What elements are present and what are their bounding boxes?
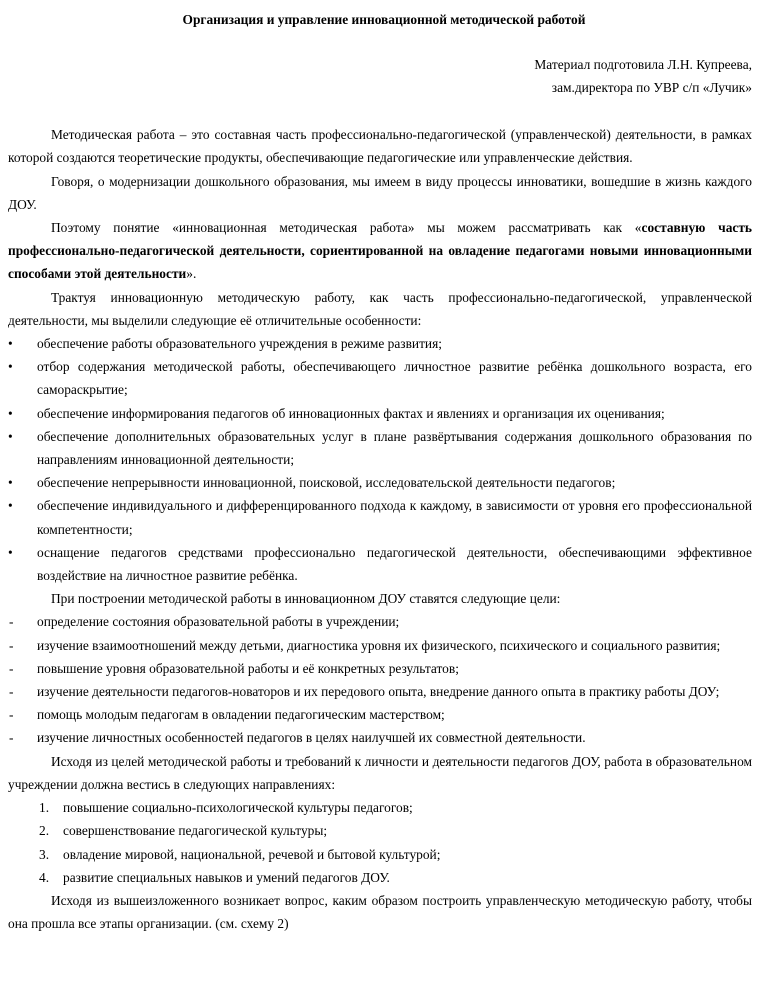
paragraph-definition: Методическая работа – это составная часть профессионально-педагогической (управленческой) деятельности, в рамках которой создаются теоретические продукты, обеспечивающие педагогические или управленческие действия.: [8, 127, 752, 166]
list-item-text: изучение взаимоотношений между детьми, диагностика уровня их физического, психического и социального развития;: [37, 637, 721, 653]
paragraph-goals-intro: При построении методической работы в инновационном ДОУ ставятся следующие цели:: [51, 591, 561, 607]
list-item: [8, 680, 752, 703]
list-item-text: обеспечение непрерывности инновационной, поисковой, исследовательской деятельности педагогов;: [37, 475, 616, 491]
author-block: [8, 53, 752, 99]
bullet-mark: •: [8, 405, 13, 421]
dash-mark: -: [9, 707, 14, 723]
document-title: Организация и управление инновационной методической работой: [182, 12, 586, 27]
list-item: [8, 866, 752, 889]
directions-list: [8, 796, 752, 889]
paragraph-concept-post: ».: [186, 266, 197, 282]
goals-list: [8, 610, 752, 749]
list-item-text: повышение уровня образовательной работы и её конкретных результатов;: [37, 660, 459, 676]
list-item-text: обеспечение информирования педагогов об инновационных фактах и явлениях и организация их оценивания;: [37, 405, 665, 421]
list-item-text: помощь молодым педагогам в овладении педагогическим мастерством;: [37, 707, 445, 723]
list-item: [8, 471, 752, 494]
list-item: [8, 703, 752, 726]
list-item-text: отбор содержания методической работы, обеспечивающего личностное развитие ребёнка дошкольного возраста, его самораскрытие;: [37, 359, 752, 398]
list-item: [8, 610, 752, 633]
list-item-text: изучение деятельности педагогов-новаторов и их передового опыта, внедрение данного опыта в практику работы ДОУ;: [37, 684, 720, 700]
bullet-mark: •: [8, 336, 13, 352]
bullet-mark: •: [8, 428, 13, 444]
list-item: [8, 843, 752, 866]
list-item-text: определение состояния образовательной работы в учреждении;: [37, 614, 400, 630]
bullet-mark: •: [8, 498, 13, 514]
list-number: 1.: [39, 800, 50, 816]
list-item-text: обеспечение индивидуального и дифференцированного подхода к каждому, в зависимости от уровня его профессиональной компетентности;: [37, 498, 752, 537]
paragraph-directions-intro: Исходя из целей методической работы и требований к личности и деятельности педагогов ДОУ, работа в образовательном учреждении должна вестись в следующих направлениях:: [8, 753, 752, 792]
list-number: 3.: [39, 846, 50, 862]
list-item-text: обеспечение дополнительных образовательных услуг в плане развёртывания содержания дошкольного образования по направлениям инновационной деятельности;: [37, 428, 752, 468]
paragraph-concept-pre: Поэтому понятие «инновационная методическая работа» мы можем рассматривать как «: [51, 220, 642, 236]
list-item-text: повышение социально-психологической культуры педагогов;: [63, 800, 413, 816]
list-item: [8, 425, 752, 471]
dash-mark: -: [9, 614, 14, 630]
paragraph-modernization: Говоря, о модернизации дошкольного образования, мы имеем в виду процессы инноватики, вошедшие в жизнь каждого ДОУ.: [8, 173, 752, 212]
paragraph-concept: [8, 216, 752, 286]
list-number: 4.: [39, 869, 50, 885]
dash-mark: -: [9, 660, 14, 676]
list-item: [8, 726, 752, 749]
list-item-text: овладение мировой, национальной, речевой и бытовой культурой;: [63, 846, 441, 862]
list-item: [8, 332, 752, 355]
list-item-text: развитие специальных навыков и умений педагогов ДОУ.: [63, 869, 390, 885]
dash-mark: -: [9, 684, 14, 700]
author-line-1: Материал подготовила Л.Н. Купреева,: [534, 57, 752, 73]
dash-mark: -: [9, 730, 14, 746]
list-number: 2.: [39, 823, 50, 839]
bullet-mark: •: [8, 544, 13, 560]
list-item: [8, 355, 752, 401]
features-list: [8, 332, 752, 587]
list-item: [8, 402, 752, 425]
list-item-text: обеспечение работы образовательного учреждения в режиме развития;: [37, 336, 442, 352]
list-item-text: изучение личностных особенностей педагогов в целях наилучшей их совместной деятельности.: [37, 730, 586, 746]
list-item: [8, 634, 752, 657]
bullet-mark: •: [8, 359, 13, 375]
author-line-2: зам.директора по УВР с/п «Лучик»: [551, 80, 752, 96]
list-item-text: оснащение педагогов средствами профессионально педагогической деятельности, обеспечивающими эффективное воздействие на личностное развитие ребёнка.: [37, 544, 752, 584]
paragraph-conclusion: Исходя из вышеизложенного возникает вопрос, каким образом построить управленческую методическую работу, чтобы она прошла все этапы организации. (см. схему 2): [8, 892, 752, 932]
dash-mark: -: [9, 637, 14, 653]
paragraph-features-intro: Трактуя инновационную методическую работу, как часть профессионально-педагогической, управленческой деятельности, мы выделили следующие её отличительные особенности:: [8, 289, 752, 328]
list-item: [8, 796, 752, 819]
paragraph-concept-bold: составную часть профессионально-педагогической деятельности, сориентированной на овладение педагогами новыми инновационными способами этой деятельности: [8, 220, 752, 282]
list-item: [8, 494, 752, 540]
list-item: [8, 657, 752, 680]
list-item: [8, 541, 752, 587]
list-item-text: совершенствование педагогической культуры;: [63, 823, 328, 839]
list-item: [8, 819, 752, 842]
bullet-mark: •: [8, 475, 13, 491]
